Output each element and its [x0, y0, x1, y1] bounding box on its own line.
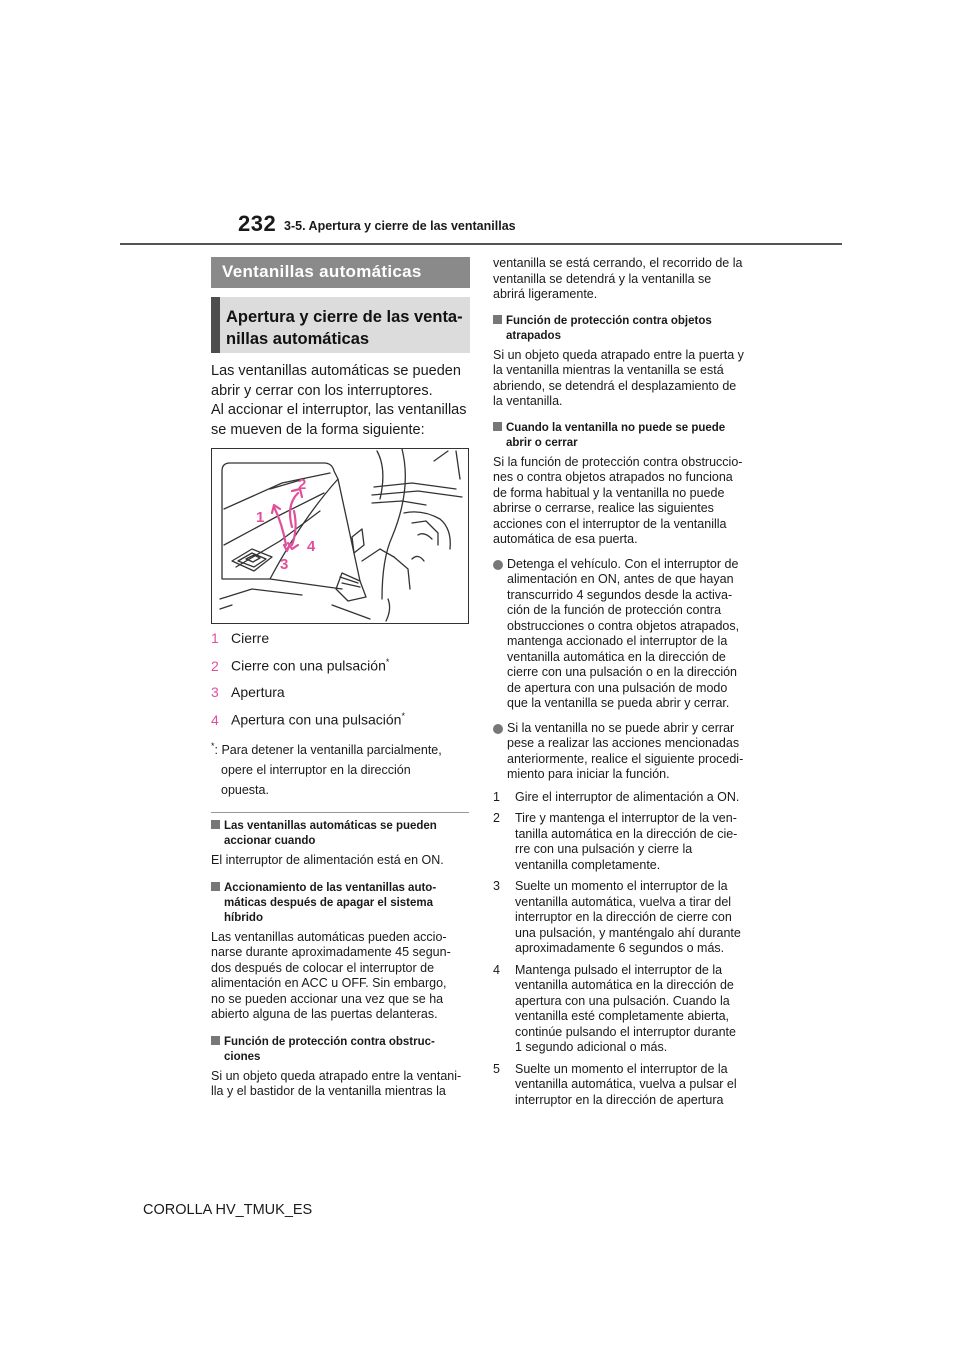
circle-bullet-icon — [493, 724, 503, 734]
step-line: Mantenga pulsado el interruptor de la — [515, 962, 723, 977]
note-heading-line: máticas después de apagar el sistema — [224, 896, 434, 909]
legend-item — [211, 684, 285, 700]
step-line: Suelte un momento el interruptor de la — [515, 879, 728, 893]
footnote-line: : Para detener la ventanilla parcialmente, — [214, 743, 442, 758]
legend-footnote-star: * — [401, 711, 405, 721]
step-number: 5 — [493, 1061, 500, 1076]
legend-number: 4 — [211, 711, 219, 728]
note-heading — [211, 881, 473, 926]
step-item — [493, 811, 755, 873]
note-body-line: narse durante aproximadamente 45 segun- — [211, 945, 451, 959]
step-number: 1 — [493, 789, 500, 804]
note-body-line: Las ventanillas automáticas pueden accio- — [211, 929, 447, 944]
note-body-line: dos después de colocar el interruptor de — [211, 960, 435, 975]
step-item — [493, 879, 755, 957]
body-line: ventanilla se detendrá y la ventanilla se — [493, 271, 712, 286]
header-rule — [120, 243, 842, 245]
note-body-line: alimentación en ACC u OFF. Sin embargo, — [211, 976, 447, 990]
step-line: aproximadamente 6 segundos o más. — [515, 941, 725, 955]
note-body — [211, 1069, 473, 1100]
note-heading-line: Función de protección contra objetos — [506, 314, 712, 327]
bullet-line: ventanilla automática en la dirección de — [507, 649, 726, 664]
step-line: interruptor en la dirección de apertura — [515, 1092, 724, 1107]
step-line: tanilla automática en la dirección de cie- — [515, 826, 738, 841]
bullet-line: obstrucciones o contra objetos atrapados, — [507, 618, 740, 633]
bullet-item — [493, 721, 755, 783]
footnote-mark: * — [211, 741, 215, 751]
chapter-banner-title: Ventanillas automáticas — [222, 262, 422, 281]
bullet-line: alimentación en ON, antes de que hayan — [507, 572, 734, 586]
step-item — [493, 963, 755, 1056]
note-heading-line: ciones — [224, 1050, 261, 1063]
note-heading — [493, 314, 755, 344]
step-line: ventanilla automática en la dirección de — [515, 978, 734, 992]
body-line: abriendo, se detendrá el desplazamiento de — [493, 378, 737, 393]
body-line: ventanilla se está cerrando, el recorrido de la — [493, 256, 743, 270]
note-heading-line: Accionamiento de las ventanillas auto- — [224, 881, 437, 894]
note-body — [493, 455, 755, 548]
note-body — [493, 348, 755, 410]
footer-model-code: COROLLA HV_TMUK_ES — [143, 1202, 313, 1218]
square-bullet-icon — [493, 422, 502, 431]
intro-line: se mueven de la forma siguiente: — [211, 421, 425, 438]
step-number: 4 — [493, 962, 500, 977]
note-body-line: Si un objeto queda atrapado entre la ventani- — [211, 1068, 462, 1083]
note-heading-line: híbrido — [224, 911, 263, 924]
bullet-line: miento para iniciar la función. — [507, 767, 670, 781]
figure-label-1: 1 — [256, 509, 265, 526]
legend-text: Apertura — [231, 684, 285, 700]
step-line: ventanilla automática, vuelva a tirar del — [515, 894, 732, 909]
body-line: Si un objeto queda atrapado entre la puerta y — [493, 347, 744, 362]
bullet-line: pese a realizar las acciones mencionadas — [507, 736, 740, 750]
footnote — [211, 736, 471, 800]
step-line: una pulsación, y manténgalo ahí durante — [515, 925, 741, 940]
step-line: Tire y mantenga el interruptor de la ven- — [515, 811, 737, 825]
body-line: de forma habitual y la ventanilla no puede — [493, 485, 725, 500]
note-body-line: abierto alguna de las puertas delanteras. — [211, 1007, 438, 1021]
note-heading — [211, 1035, 473, 1065]
body-line: abrirse o cerrarse, realice las siguientes — [493, 501, 714, 515]
legend-text: Cierre — [231, 630, 270, 646]
note-body-line: lla y el bastidor de la ventanilla mientras la — [211, 1084, 446, 1098]
figure-label-2: 2 — [298, 476, 307, 493]
bullet-line: Detenga el vehículo. Con el interruptor de — [507, 556, 739, 571]
note-heading-line: Las ventanillas automáticas se pueden — [224, 820, 437, 832]
note-body-line: no se pueden accionar una vez que se ha — [211, 991, 444, 1006]
legend-item — [211, 657, 389, 674]
step-line: ventanilla completamente. — [515, 857, 661, 872]
step-number: 3 — [493, 879, 500, 893]
figure-label-3: 3 — [280, 556, 289, 573]
window-switch-drawing — [212, 449, 467, 622]
step-item — [493, 790, 755, 806]
step-line: 1 segundo adicional o más. — [515, 1040, 668, 1054]
square-bullet-icon — [211, 820, 220, 829]
legend-item — [211, 711, 405, 728]
bullet-line: que la ventanilla se pueda abrir y cerrar. — [507, 696, 730, 710]
bullet-line: de apertura con una pulsación de modo — [507, 680, 728, 695]
bullet-line: Si la ventanilla no se puede abrir y cerrar — [507, 720, 735, 735]
step-item — [493, 1062, 755, 1109]
bullet-line: anteriormente, realice el siguiente procedi- — [507, 751, 744, 766]
note-heading — [493, 421, 755, 451]
subsection-title-line: nillas automáticas — [226, 330, 370, 348]
note-heading-line: atrapados — [506, 329, 561, 342]
note-heading — [211, 819, 473, 849]
legend-number: 2 — [211, 657, 219, 674]
intro-paragraph — [211, 362, 471, 440]
body-line: abrirá ligeramente. — [493, 287, 598, 301]
intro-line: Al accionar el interruptor, las ventanillas — [211, 402, 467, 418]
window-switch-illustration — [211, 448, 469, 624]
continued-text — [493, 256, 755, 303]
page-number: 232 — [238, 211, 277, 236]
legend-number: 3 — [211, 684, 219, 700]
footnote-line: opere el interruptor en la dirección — [221, 763, 411, 778]
intro-line: Las ventanillas automáticas se pueden — [211, 363, 461, 379]
body-line: acciones con el interruptor de la ventanilla — [493, 516, 727, 531]
body-line: nes o contra objetos atrapados no funciona — [493, 470, 733, 484]
square-bullet-icon — [211, 1036, 220, 1045]
bullet-item — [493, 557, 755, 712]
square-bullet-icon — [211, 882, 220, 891]
right-column — [493, 256, 755, 1108]
section-divider — [211, 812, 469, 813]
footnote-line: opuesta. — [221, 783, 269, 798]
body-line: automática de esa puerta. — [493, 532, 638, 546]
note-body — [211, 930, 473, 1023]
body-line: Si la función de protección contra obstruccio- — [493, 454, 743, 469]
bullet-line: ción de la función de protección contra — [507, 603, 722, 617]
bullet-line: mantenga accionado el interruptor de la — [507, 634, 728, 648]
figure-label-4: 4 — [307, 538, 316, 555]
body-line: la ventanilla. — [493, 394, 563, 408]
intro-line: abrir y cerrar con los interruptores. — [211, 382, 433, 399]
subsection-banner-bar — [211, 297, 220, 353]
body-line: la ventanilla mientras la ventanilla se está — [493, 363, 724, 377]
subsection-banner-title — [226, 306, 466, 350]
note-heading-line: abrir o cerrar — [506, 436, 578, 449]
note-body: El interruptor de alimentación está en ON. — [211, 853, 444, 867]
step-line: rre con una pulsación y cierre la — [515, 842, 693, 856]
note-heading-line: Función de protección contra obstruc- — [224, 1035, 435, 1048]
step-line: apertura con una pulsación. Cuando la — [515, 993, 730, 1008]
bullet-line: transcurrido 4 segundos desde la activa- — [507, 587, 733, 602]
legend-footnote-star: * — [385, 657, 390, 667]
square-bullet-icon — [493, 315, 502, 324]
legend-item — [211, 630, 269, 646]
legend-text: Apertura con una pulsación — [231, 711, 402, 728]
section-title: 3-5. Apertura y cierre de las ventanillas — [284, 219, 516, 233]
subsection-title-line: Apertura y cierre de las venta- — [226, 308, 463, 326]
step-line: ventanilla automática, vuelva a pulsar el — [515, 1077, 737, 1091]
circle-bullet-icon — [493, 560, 503, 570]
left-notes — [211, 819, 473, 1100]
bullet-line: cierre con una pulsación o en la dirección — [507, 665, 737, 679]
legend-text: Cierre con una pulsación — [231, 657, 386, 674]
step-line: interruptor en la dirección de cierre con — [515, 910, 732, 924]
step-line: Suelte un momento el interruptor de la — [515, 1061, 728, 1076]
step-number: 2 — [493, 811, 500, 825]
step-line: ventanilla esté completamente abierta, — [515, 1009, 730, 1023]
legend-number: 1 — [211, 630, 219, 646]
note-heading-line: Cuando la ventanilla no puede se puede — [506, 421, 726, 434]
note-heading-line: accionar cuando — [224, 835, 316, 847]
step-line: Gire el interruptor de alimentación a ON. — [515, 789, 740, 804]
step-line: continúe pulsando el interruptor durante — [515, 1024, 736, 1039]
